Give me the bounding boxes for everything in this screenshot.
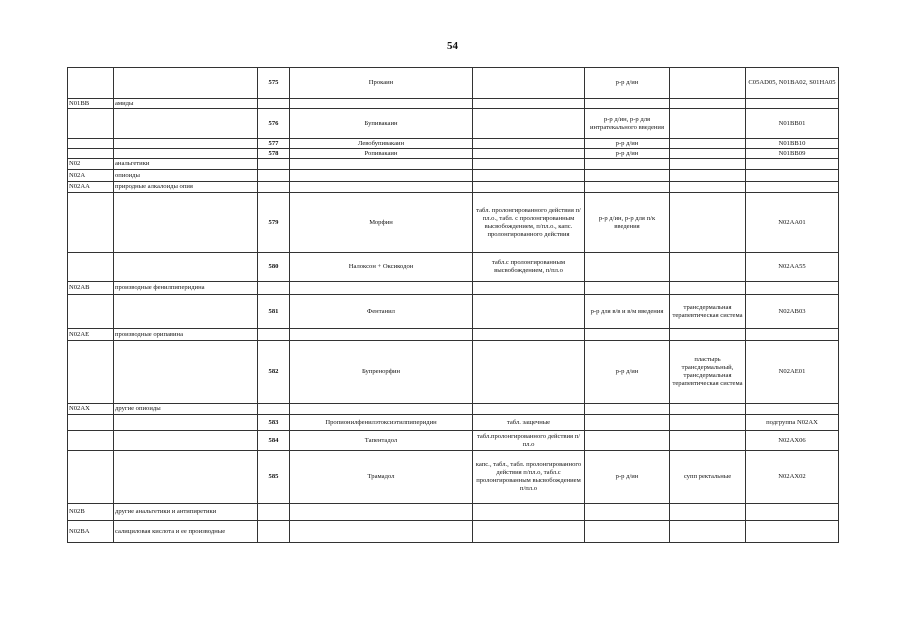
item-number-cell xyxy=(258,159,290,170)
group-name-cell: производные орипавина xyxy=(114,329,258,341)
atc-code-cell xyxy=(68,415,114,431)
dosage-form-solid-cell xyxy=(473,329,585,341)
drug-name-cell: Налоксон + Оксикодон xyxy=(290,253,473,282)
atc-code-cell: N02A xyxy=(68,170,114,182)
atc-code-cell: N02AX xyxy=(68,404,114,415)
dosage-form-other-cell xyxy=(670,109,746,139)
dosage-form-solid-cell xyxy=(473,68,585,99)
dosage-form-solid-cell: табл. пролонгированного действия п/пл.о., табл. с пролонгированным высвобождением, п/пл.о., капс. пролонгированного действия xyxy=(473,193,585,253)
group-name-cell xyxy=(114,431,258,451)
atc-code-cell xyxy=(68,139,114,149)
dosage-form-other-cell xyxy=(670,521,746,543)
table-row xyxy=(68,139,839,149)
table-body xyxy=(68,68,839,543)
dosage-form-other-cell xyxy=(670,415,746,431)
dosage-form-solid-cell xyxy=(473,282,585,295)
table-row xyxy=(68,504,839,521)
atc-code-cell: N02AA xyxy=(68,182,114,193)
dosage-form-solid-cell xyxy=(473,295,585,329)
table-row xyxy=(68,182,839,193)
item-number-cell: 581 xyxy=(258,295,290,329)
drug-name-cell xyxy=(290,170,473,182)
item-number-cell xyxy=(258,182,290,193)
dosage-form-injection-cell xyxy=(585,253,670,282)
item-number-cell: 582 xyxy=(258,341,290,404)
dosage-form-solid-cell xyxy=(473,170,585,182)
item-number-cell: 577 xyxy=(258,139,290,149)
dosage-form-injection-cell: р-р д/ин xyxy=(585,68,670,99)
item-number-cell: 575 xyxy=(258,68,290,99)
dosage-form-solid-cell: табл. защечные xyxy=(473,415,585,431)
dosage-form-solid-cell xyxy=(473,521,585,543)
dosage-form-solid-cell xyxy=(473,504,585,521)
atc-code-cell xyxy=(68,295,114,329)
dosage-form-other-cell xyxy=(670,182,746,193)
dosage-form-other-cell xyxy=(670,139,746,149)
atc-reference-cell xyxy=(746,504,839,521)
atc-code-cell xyxy=(68,68,114,99)
group-name-cell xyxy=(114,68,258,99)
group-name-cell: другие опиоиды xyxy=(114,404,258,415)
group-name-cell xyxy=(114,149,258,159)
atc-reference-cell: N02AX06 xyxy=(746,431,839,451)
item-number-cell: 579 xyxy=(258,193,290,253)
dosage-form-other-cell xyxy=(670,193,746,253)
dosage-form-injection-cell: р-р д/ин xyxy=(585,451,670,504)
table-row xyxy=(68,253,839,282)
atc-code-cell xyxy=(68,253,114,282)
item-number-cell: 576 xyxy=(258,109,290,139)
table-row xyxy=(68,159,839,170)
dosage-form-solid-cell xyxy=(473,182,585,193)
atc-reference-cell xyxy=(746,521,839,543)
dosage-form-solid-cell: табл.пролонгированного действия п/пл.о xyxy=(473,431,585,451)
atc-reference-cell xyxy=(746,170,839,182)
dosage-form-injection-cell xyxy=(585,521,670,543)
drug-name-cell: Фентанил xyxy=(290,295,473,329)
dosage-form-solid-cell xyxy=(473,99,585,109)
dosage-form-solid-cell: капс., табл., табл. пролонгированного действия п/пл.о, табл.с пролонгированным высвобождением п/пл.о xyxy=(473,451,585,504)
group-name-cell: другие анальгетики и антипиретики xyxy=(114,504,258,521)
table-row xyxy=(68,415,839,431)
dosage-form-solid-cell xyxy=(473,159,585,170)
table-row xyxy=(68,521,839,543)
atc-reference-cell: N01BB09 xyxy=(746,149,839,159)
dosage-form-solid-cell xyxy=(473,149,585,159)
dosage-form-other-cell xyxy=(670,68,746,99)
group-name-cell xyxy=(114,451,258,504)
dosage-form-injection-cell xyxy=(585,404,670,415)
group-name-cell: производные фенилпиперидина xyxy=(114,282,258,295)
dosage-form-injection-cell: р-р д/ин, р-р для п/к введения xyxy=(585,193,670,253)
dosage-form-injection-cell: р-р д/ин, р-р для интратекального введения xyxy=(585,109,670,139)
dosage-form-injection-cell: р-р д/ин xyxy=(585,149,670,159)
dosage-form-injection-cell xyxy=(585,159,670,170)
drug-name-cell xyxy=(290,329,473,341)
dosage-form-injection-cell: р-р для в/в и в/м введения xyxy=(585,295,670,329)
group-name-cell xyxy=(114,295,258,329)
dosage-form-injection-cell xyxy=(585,182,670,193)
item-number-cell: 580 xyxy=(258,253,290,282)
drug-name-cell: Тапентадол xyxy=(290,431,473,451)
atc-code-cell: N01BB xyxy=(68,99,114,109)
atc-reference-cell xyxy=(746,282,839,295)
atc-reference-cell: N02AX02 xyxy=(746,451,839,504)
drug-name-cell: Прокаин xyxy=(290,68,473,99)
atc-code-cell xyxy=(68,451,114,504)
drug-name-cell xyxy=(290,159,473,170)
group-name-cell xyxy=(114,139,258,149)
item-number-cell: 585 xyxy=(258,451,290,504)
atc-reference-cell xyxy=(746,99,839,109)
atc-code-cell xyxy=(68,431,114,451)
dosage-form-other-cell xyxy=(670,253,746,282)
item-number-cell xyxy=(258,170,290,182)
drug-name-cell: Трамадол xyxy=(290,451,473,504)
dosage-form-other-cell xyxy=(670,99,746,109)
dosage-form-other-cell xyxy=(670,404,746,415)
dosage-form-injection-cell: р-р д/ин xyxy=(585,341,670,404)
atc-reference-cell: N01BB01 xyxy=(746,109,839,139)
dosage-form-other-cell xyxy=(670,170,746,182)
table-row xyxy=(68,404,839,415)
atc-code-cell xyxy=(68,341,114,404)
dosage-form-injection-cell xyxy=(585,504,670,521)
drug-name-cell: Бупивакаин xyxy=(290,109,473,139)
atc-reference-cell xyxy=(746,404,839,415)
atc-code-cell xyxy=(68,109,114,139)
atc-reference-cell: N02AA55 xyxy=(746,253,839,282)
group-name-cell xyxy=(114,193,258,253)
atc-code-cell: N02AE xyxy=(68,329,114,341)
dosage-form-injection-cell xyxy=(585,99,670,109)
table-row xyxy=(68,329,839,341)
drug-name-cell xyxy=(290,182,473,193)
table-row xyxy=(68,109,839,139)
atc-code-cell xyxy=(68,149,114,159)
atc-reference-cell: N02AA01 xyxy=(746,193,839,253)
group-name-cell xyxy=(114,415,258,431)
drug-name-cell xyxy=(290,404,473,415)
drug-name-cell xyxy=(290,282,473,295)
drug-name-cell xyxy=(290,504,473,521)
drug-name-cell: Морфин xyxy=(290,193,473,253)
table-row xyxy=(68,451,839,504)
dosage-form-other-cell xyxy=(670,504,746,521)
dosage-form-injection-cell xyxy=(585,282,670,295)
table-row xyxy=(68,68,839,99)
drug-name-cell: Ропивакаин xyxy=(290,149,473,159)
atc-reference-cell xyxy=(746,159,839,170)
atc-code-cell xyxy=(68,193,114,253)
dosage-form-solid-cell: табл.с пролонгированным высвобождением, п/пл.о xyxy=(473,253,585,282)
atc-reference-cell: N01BB10 xyxy=(746,139,839,149)
page-number: 54 xyxy=(447,40,458,52)
atc-code-cell: N02 xyxy=(68,159,114,170)
group-name-cell xyxy=(114,253,258,282)
item-number-cell: 584 xyxy=(258,431,290,451)
table-row xyxy=(68,295,839,329)
atc-reference-cell xyxy=(746,182,839,193)
drug-name-cell xyxy=(290,99,473,109)
dosage-form-other-cell xyxy=(670,149,746,159)
table-row xyxy=(68,431,839,451)
item-number-cell: 578 xyxy=(258,149,290,159)
table-row xyxy=(68,282,839,295)
group-name-cell: анальгетики xyxy=(114,159,258,170)
dosage-form-solid-cell xyxy=(473,404,585,415)
group-name-cell: салициловая кислота и ее производные xyxy=(114,521,258,543)
item-number-cell xyxy=(258,99,290,109)
drug-table xyxy=(67,67,839,543)
atc-reference-cell: C05AD05, N01BA02, S01HA05 xyxy=(746,68,839,99)
table-row xyxy=(68,341,839,404)
table-row xyxy=(68,149,839,159)
dosage-form-injection-cell: р-р д/ин xyxy=(585,139,670,149)
group-name-cell: амиды xyxy=(114,99,258,109)
group-name-cell xyxy=(114,109,258,139)
drug-name-cell: Левобупивакаин xyxy=(290,139,473,149)
dosage-form-injection-cell xyxy=(585,170,670,182)
dosage-form-other-cell xyxy=(670,329,746,341)
table-row xyxy=(68,99,839,109)
atc-code-cell: N02B xyxy=(68,504,114,521)
dosage-form-other-cell xyxy=(670,431,746,451)
dosage-form-injection-cell xyxy=(585,415,670,431)
atc-reference-cell xyxy=(746,329,839,341)
dosage-form-other-cell xyxy=(670,282,746,295)
table-row xyxy=(68,170,839,182)
item-number-cell xyxy=(258,282,290,295)
atc-reference-cell: подгруппа N02AX xyxy=(746,415,839,431)
dosage-form-injection-cell xyxy=(585,431,670,451)
group-name-cell: природные алкалоиды опия xyxy=(114,182,258,193)
dosage-form-other-cell: супп ректальные xyxy=(670,451,746,504)
dosage-form-injection-cell xyxy=(585,329,670,341)
drug-name-cell xyxy=(290,521,473,543)
item-number-cell xyxy=(258,504,290,521)
dosage-form-other-cell xyxy=(670,159,746,170)
group-name-cell: опиоиды xyxy=(114,170,258,182)
atc-reference-cell: N02AB03 xyxy=(746,295,839,329)
drug-name-cell: Пропионилфенилэтоксиэтилпиперидин xyxy=(290,415,473,431)
drug-name-cell: Бупренорфин xyxy=(290,341,473,404)
table-row xyxy=(68,193,839,253)
atc-code-cell: N02BA xyxy=(68,521,114,543)
dosage-form-solid-cell xyxy=(473,341,585,404)
dosage-form-solid-cell xyxy=(473,109,585,139)
atc-code-cell: N02AB xyxy=(68,282,114,295)
atc-reference-cell: N02AE01 xyxy=(746,341,839,404)
item-number-cell: 583 xyxy=(258,415,290,431)
dosage-form-other-cell: пластырь трансдермальный, трансдермальная терапевтическая система xyxy=(670,341,746,404)
dosage-form-solid-cell xyxy=(473,139,585,149)
item-number-cell xyxy=(258,521,290,543)
dosage-form-other-cell: трансдермальная терапевтическая система xyxy=(670,295,746,329)
group-name-cell xyxy=(114,341,258,404)
item-number-cell xyxy=(258,404,290,415)
item-number-cell xyxy=(258,329,290,341)
